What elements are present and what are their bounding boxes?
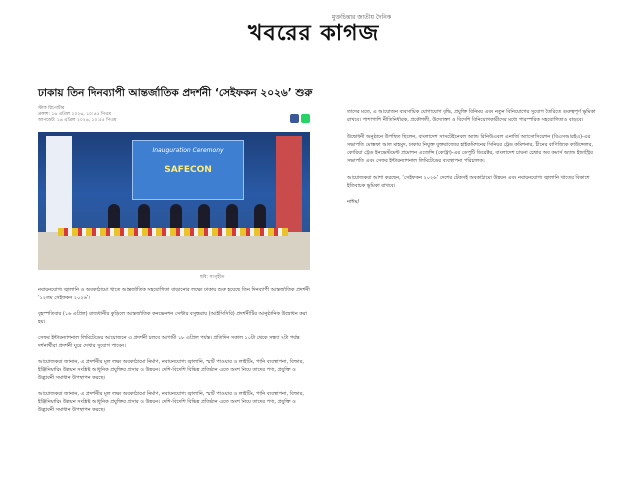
facebook-share-icon[interactable] [290,114,299,123]
article-paragraph: তাদের মতে, এ আয়োজন ব্যবসায়িক যোগাযোগ বৃদ্ধি, প্রযুক্তি বিনিময় এবং নতুন বিনিয়োগের সুযোগ তৈরিতে গুরুত্বপূর্ণ ভূমিকা রাখবে। পাশাপাশি নীতিনির্ধারক, প্রকৌশলী, উদ্যোক্তা ও বিদেশি বিনিয়োগকারীদের মধ্যে পারস্পরিক সহযোগিতাও বাড়বে। [347,109,596,123]
screen-brand: SAFECON [164,165,212,175]
article-header [38,86,318,124]
article-paragraph: সেফর ইন্টারন্যাশনাল লিমিটেডের আয়োজনে এ প্রদর্শনী চলবে আগামী ১৮ এপ্রিল পর্যন্ত। প্রতিদিন সকাল ১০টা থেকে সন্ধ্যা ৭টা পর্যন্ত দর্শনার্থীরা প্রদর্শনী ঘুরে দেখার সুযোগ পাবেন। [38,335,300,349]
article-updated: আপডেট: ১৬ এপ্রিল ২০২৬, ১০:৫৫ পিএম [38,118,117,123]
whatsapp-share-icon[interactable] [301,114,310,123]
event-banner [46,136,72,232]
article-headline: ঢাকায় তিন দিনব্যাপী আন্তর্জাতিক প্রদর্শনী ‘সেইফকন ২০২৬’ শুরু [38,87,313,99]
article-paragraph: আয়োজকরা জানান, এ প্রদর্শনীর মূল লক্ষ্য অবকাঠামো নির্মাণ, নবায়নযোগ্য জ্বালানি, স্মার্ট পাওয়ার ও লাইটিং, পানি ব্যবস্থাপনা, বিল্ডার, ইঞ্জিনিয়ারিং উন্নয়ন সংশ্লিষ্ট আধুনিক প্রযুক্তির প্রসার ও উন্নয়ন। দেশি-বিদেশি বিভিন্ন প্রতিষ্ঠান এতে অংশ নিয়ে তাদের পণ্য, প্রযুক্তি ও উদ্ভাবনী সমাধান উপস্থাপন করছে। [38,359,304,381]
article-photo [38,132,310,270]
article-paragraph: বৃহস্পতিবার (১৬ এপ্রিল) রাজধানীর কুড়িলে আন্তর্জাতিক কনভেনশন সেন্টার বসুন্ধরায় (আইসিসিবি) প্রদর্শনীটির আনুষ্ঠানিক উদ্বোধন করা হয়। [38,311,307,325]
article-published: প্রকাশ: ১৬ এপ্রিল ২০২৬, ১০:৫৫ পিএম [38,112,112,117]
flower-decoration [58,228,288,236]
article-paragraph: আয়োজকরা জানান, এ প্রদর্শনীর মূল লক্ষ্য অবকাঠামো নির্মাণ, নবায়নযোগ্য জ্বালানি, স্মার্ট পাওয়ার ও লাইটিং, পানি ব্যবস্থাপনা, বিল্ডার, ইঞ্জিনিয়ারিং উন্নয়ন সংশ্লিষ্ট আধুনিক প্রযুক্তির প্রসার ও উন্নয়ন। দেশি-বিদেশি বিভিন্ন প্রতিষ্ঠান এতে অংশ নিয়ে তাদের পণ্য, প্রযুক্তি ও উদ্ভাবনী সমাধান উপস্থাপন করছে। [38,391,304,413]
stage [38,232,310,270]
article-paragraph: উদ্বোধনী অনুষ্ঠানে উপস্থিত ছিলেন, বাংলাদেশ সাসটেইনেবল অ্যান্ড রিনিউএবল এনার্জি অ্যাসোসিয়েশন (বিএসআরইএ)-এর সভাপতি মোস্তফা আল মাহমুদ, ঢাকায় নিযুক্ত যুক্তরাজ্যের হাইকমিশনের সিনিয়র ট্রেড কমিশনার, চীনের বাণিজ্যিক কাউন্সেলর, কোরিয়া ট্রেড ইনভেস্টমেন্ট প্রমোশন এজেন্সি (কোট্রা)-এর ডেপুটি ডিরেক্টর, বাংলাদেশ চায়না চেম্বার অব কমার্স অ্যান্ড ইন্ডাস্ট্রির সভাপতি এবং সেফর ইন্টারন্যাশনাল লিমিটেডের ব্যবস্থাপনা পরিচালক। [347,134,593,164]
stage-screen [132,140,244,200]
article-body-right [347,108,597,207]
masthead-tagline: মুক্তচিন্তার জাতীয় দৈনিক [332,14,392,21]
article-body-left [38,286,310,422]
article-paragraph: আয়োজকরা আশা করছেন, ‘সেইফকন ২০২৬’ দেশের টেকসই অবকাঠামো উন্নয়ন এবং নবায়নযোগ্য জ্বালানি খাতের বিকাশে ইতিবাচক ভূমিকা রাখবে। [347,175,590,189]
article-author: স্টাফ রিপোর্টার [38,106,65,111]
event-banner [276,136,302,232]
article-paragraph: নবায়নযোগ্য জ্বালানি ও অবকাঠামো খাতে আন্তর্জাতিক সহযোগিতা বাড়ানোর লক্ষ্যে ঢাকায় শুরু হয়েছে তিন দিনব্যাপী আন্তর্জাতিক প্রদর্শনী ‘১২তম সেইফকন ২০২৬’। [38,287,310,301]
site-logo[interactable]: খবরের কাগজ [248,20,380,46]
article-signoff: নাঈম/ [347,199,360,205]
photo-caption: ছবি: সংগৃহীত [200,275,225,280]
screen-title: Inauguration Ceremony [152,147,224,154]
